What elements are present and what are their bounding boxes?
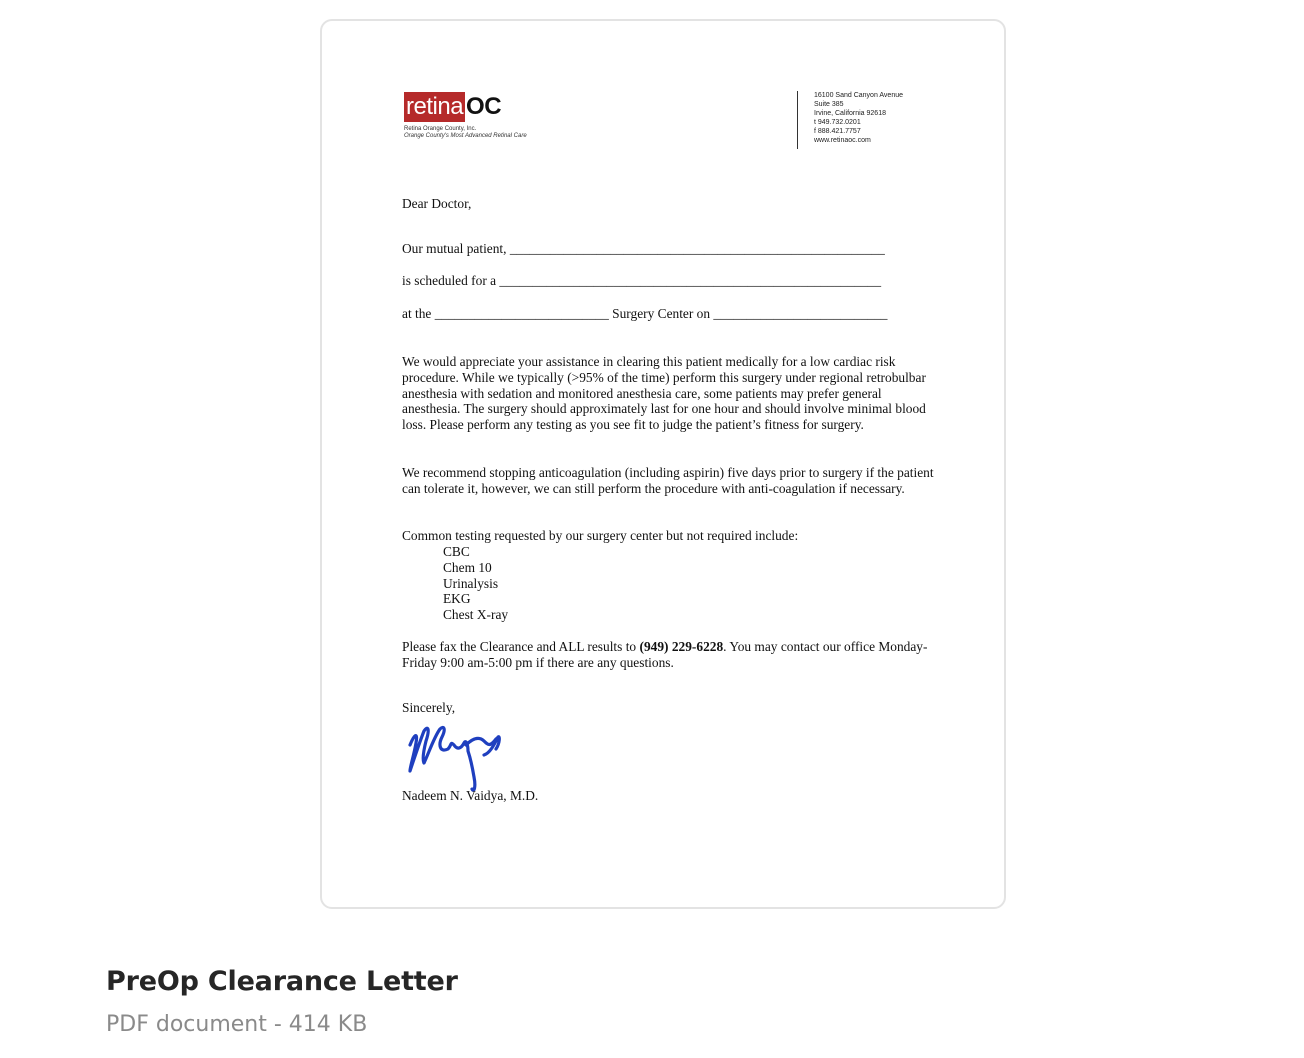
procedure-line: is scheduled for a _________________________________________________________ (402, 273, 882, 288)
company-tagline: Orange County's Most Advanced Retinal Care (404, 133, 527, 139)
signature-image (404, 715, 504, 795)
letterhead-address (814, 91, 903, 145)
fax-text-after: . You may contact our office Monday-Friday 9:00 am-5:00 pm if there are any questions. (402, 639, 928, 670)
address-website: www.retinaoc.com (814, 137, 871, 144)
retinaoc-logo (404, 92, 527, 140)
testing-list (443, 544, 508, 623)
document-preview-card[interactable] (320, 19, 1006, 909)
fax-text-before: Please fax the Clearance and ALL results to (402, 639, 640, 654)
fax-number: (949) 229-6228 (639, 639, 724, 654)
address-phone: t 949.732.0201 (814, 119, 861, 126)
signature-stroke (410, 727, 499, 790)
patient-line: Our mutual patient, ________________________________________________________ (402, 241, 885, 256)
address-line: Suite 385 (814, 101, 844, 108)
paragraph-fax (402, 639, 937, 671)
list-item: Chem 10 (443, 559, 492, 575)
logo-part2: OC (466, 93, 502, 120)
file-title[interactable]: PreOp Clearance Letter (106, 966, 458, 997)
signatory-name: Nadeem N. Vaidya, M.D. (402, 788, 539, 803)
closing: Sincerely, (402, 700, 456, 715)
letterhead-divider (797, 91, 798, 149)
letter-page (322, 21, 1004, 907)
paragraph-anticoagulation: We recommend stopping anticoagulation (including aspirin) five days prior to surgery if the patient can tolerate it, however, we can still perform the procedure with anti-coagulation if necessary. (402, 465, 934, 496)
logo-part1: retina (406, 93, 464, 120)
company-name: Retina Orange County, Inc. (404, 126, 477, 132)
address-line: 16100 Sand Canyon Avenue (814, 92, 904, 99)
testing-intro: Common testing requested by our surgery center but not required include: (402, 528, 799, 543)
list-item: Chest X-ray (443, 607, 509, 623)
address-fax: f 888.421.7757 (814, 128, 861, 135)
address-line: Irvine, California 92618 (814, 110, 886, 117)
list-item: EKG (443, 591, 471, 607)
list-item: CBC (443, 544, 470, 559)
salutation: Dear Doctor, (402, 196, 472, 211)
list-item: Urinalysis (443, 575, 499, 591)
surgery-center-line: at the __________________________ Surgery Center on __________________________ (402, 306, 888, 321)
file-meta: PDF document - 414 KB (106, 1012, 368, 1037)
paragraph-clearance: We would appreciate your assistance in clearing this patient medically for a low cardiac risk procedure. While we typically (>95% of the time) perform this surgery under regional retrobulbar anesthesia with sedation and monitored anesthesia care, some patients may prefer general anesthesia. The surgery should approximately last for one hour and should involve minimal blood loss. Please perform any testing as you see fit to judge the patient’s fitness for surgery. (402, 354, 926, 433)
